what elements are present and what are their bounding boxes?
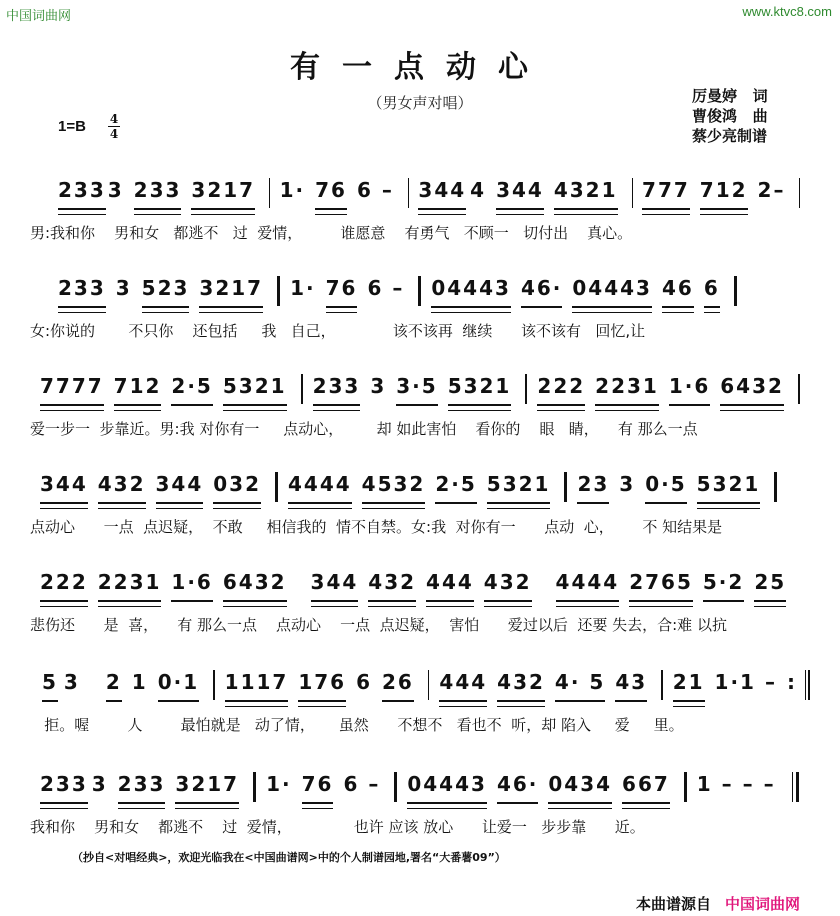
- watermark-url: www.ktvc8.com: [742, 4, 832, 19]
- note-group: 4444: [288, 472, 352, 504]
- barline: [418, 276, 421, 306]
- note-group: 344: [496, 178, 544, 210]
- note-group: 6 –: [356, 178, 394, 202]
- note-group: 04443: [572, 276, 652, 308]
- note-group: 712: [700, 178, 748, 210]
- note-group: 176: [298, 670, 346, 702]
- note-group: 5321: [697, 472, 761, 504]
- barline: [734, 276, 737, 306]
- source-label: 本曲谱源自: [636, 895, 712, 913]
- barline: [275, 472, 278, 502]
- key-signature: 1=B: [58, 118, 86, 135]
- note-group: 6: [356, 670, 373, 694]
- note-group: 3: [370, 374, 387, 398]
- note-group: 2765: [629, 570, 693, 602]
- barline: [774, 472, 777, 502]
- time-signature-bottom: 4: [109, 127, 119, 141]
- time-signature: [108, 113, 120, 140]
- note-group: 46: [662, 276, 694, 308]
- note-group: 2231: [98, 570, 162, 602]
- barline: [661, 670, 663, 700]
- note-group: 46·: [521, 276, 562, 308]
- barline: [798, 374, 800, 404]
- note-group: 1117: [225, 670, 289, 702]
- repeat-barline-thick: [808, 670, 810, 700]
- final-barline-thin: [792, 772, 793, 802]
- lyrics-line: 点动心 一点 点迟疑， 不敢 相信我的 情不自禁。女:我 对你有一 点动 心， 不 知结果是: [30, 518, 723, 536]
- note-group: 6432: [223, 570, 287, 602]
- repeat-sign: :: [786, 670, 797, 694]
- note-group: 1·6: [669, 374, 710, 406]
- note-group: 3: [107, 178, 124, 202]
- notation-line: [30, 772, 810, 808]
- note-group: 032: [213, 472, 261, 504]
- barline: [253, 772, 256, 802]
- note-group: 04443: [431, 276, 511, 308]
- barline: [301, 374, 303, 404]
- note-group: 3217: [191, 178, 255, 210]
- note-group: 233: [58, 276, 106, 308]
- note-group: 432: [368, 570, 416, 602]
- note-group: 6432: [720, 374, 784, 406]
- note-group: 2–: [757, 178, 786, 202]
- note-group: 4· 5: [555, 670, 605, 702]
- note-group: 667: [622, 772, 670, 804]
- repeat-barline-thin: [805, 670, 806, 700]
- note-group: 2: [106, 670, 122, 702]
- credit-lyricist: 厉曼婷 词: [692, 87, 768, 105]
- lyrics-line: 女:你说的 不只你 还包括 我 自己， 该不该再 继续 该不该有 回忆,让: [30, 322, 646, 340]
- transcription-note: （抄自<对唱经典>，欢迎光临我在<中国曲谱网>中的个人制谱园地,署名“大番薯09”）: [72, 851, 506, 864]
- note-group: 233: [58, 178, 106, 210]
- note-group: 2·5: [171, 374, 212, 406]
- note-group: 432: [98, 472, 146, 504]
- note-group: 3: [63, 670, 80, 694]
- note-group: 21: [673, 670, 705, 702]
- barline: [799, 178, 800, 208]
- note-group: 5321: [223, 374, 287, 406]
- notation-line: [30, 374, 810, 410]
- notation-line: [30, 178, 810, 214]
- note-group: 5321: [487, 472, 551, 504]
- note-group: 432: [484, 570, 532, 602]
- note-group: 222: [40, 570, 88, 602]
- lyrics-line: 悲伤还 是 喜， 有 那么一点 点动心 一点 点迟疑， 害怕 爱过以后 还要 失去，合:难 以抗: [30, 616, 727, 634]
- credit-transcriber: 蔡少亮制谱: [692, 127, 768, 145]
- note-group: 5·2: [703, 570, 744, 602]
- barline: [428, 670, 430, 700]
- note-group: 523: [142, 276, 190, 308]
- final-barline-thick: [796, 772, 799, 802]
- note-group: 26: [382, 670, 414, 702]
- note-group: 1·6: [171, 570, 212, 602]
- notation-line: [30, 570, 810, 606]
- barline: [632, 178, 633, 208]
- time-signature-top: 4: [109, 112, 119, 126]
- note-group: 233: [134, 178, 182, 210]
- note-group: 2231: [595, 374, 659, 406]
- note-group: 712: [114, 374, 162, 406]
- note-group: 0434: [548, 772, 612, 804]
- note-group: 4321: [554, 178, 618, 210]
- note-group: 6: [704, 276, 720, 308]
- song-title: 有一点动心: [290, 50, 550, 85]
- notation-line: [30, 472, 810, 508]
- barline: [213, 670, 215, 700]
- note-group: 1·1 –: [714, 670, 777, 694]
- source-attribution: [636, 893, 800, 914]
- note-group: 0·5: [645, 472, 686, 504]
- note-group: 1: [131, 670, 148, 694]
- note-group: 76: [326, 276, 358, 308]
- note-group: 3: [115, 276, 132, 300]
- note-group: 6 –: [367, 276, 405, 300]
- note-group: 1·: [290, 276, 316, 300]
- credits: [692, 86, 768, 146]
- note-group: 432: [497, 670, 545, 702]
- note-group: 344: [156, 472, 204, 504]
- note-group: 4532: [362, 472, 426, 504]
- note-group: 23: [577, 472, 609, 504]
- note-group: 2·5: [435, 472, 476, 504]
- note-group: 233: [313, 374, 361, 406]
- lyrics-line: 拒。喔 人 最怕就是 动了情， 虽然 不想不 看也不 听，却 陷入 爱 里。: [30, 716, 684, 734]
- note-group: 233: [118, 772, 166, 804]
- barline: [564, 472, 567, 502]
- note-group: 7777: [40, 374, 104, 406]
- note-group: 3: [91, 772, 108, 796]
- note-group: 444: [426, 570, 474, 602]
- note-group: 777: [642, 178, 690, 210]
- note-group: 76: [302, 772, 334, 804]
- note-group: 6 –: [343, 772, 381, 796]
- lyrics-line: 我和你 男和女 都逃不 过 爱情， 也许 应该 放心 让爱一 步步靠 近。: [30, 818, 645, 836]
- note-group: 3: [619, 472, 636, 496]
- note-group: 04443: [407, 772, 487, 804]
- note-group: 222: [537, 374, 585, 406]
- source-brand: 中国词曲网: [725, 895, 801, 913]
- notation-line: [30, 670, 810, 706]
- note-group: 5321: [448, 374, 512, 406]
- barline: [277, 276, 280, 306]
- note-group: 43: [615, 670, 647, 702]
- credit-composer: 曹俊鸿 曲: [692, 107, 768, 125]
- song-subtitle: （男女声对唱）: [367, 94, 473, 112]
- barline: [408, 178, 409, 208]
- note-group: 344: [311, 570, 359, 602]
- notation-line: [30, 276, 810, 312]
- note-group: 3·5: [396, 374, 437, 406]
- lyrics-line: 爱一步一 步靠近。男:我 对你有一 点动心， 却 如此害怕 看你的 眼 睛， 有 那么一点: [30, 420, 698, 438]
- lyrics-line: 男:我和你 男和女 都逃不 过 爱情， 谁愿意 有勇气 不顾一 切付出 真心。: [30, 224, 633, 242]
- note-group: 233: [40, 772, 88, 804]
- note-group: 76: [315, 178, 347, 210]
- barline: [269, 178, 270, 208]
- barline: [394, 772, 397, 802]
- note-group: 3217: [199, 276, 263, 308]
- note-group: 1·: [266, 772, 292, 796]
- watermark-site-name: 中国词曲网: [6, 9, 72, 24]
- note-group: 0·1: [158, 670, 199, 702]
- note-group: 444: [439, 670, 487, 702]
- note-group: 3217: [175, 772, 239, 804]
- note-group: 344: [40, 472, 88, 504]
- barline: [684, 772, 687, 802]
- note-group: 1 – – –: [696, 772, 776, 796]
- note-group: 344: [418, 178, 466, 210]
- note-group: 46·: [497, 772, 538, 804]
- note-group: 1·: [279, 178, 306, 202]
- note-group: 4444: [556, 570, 620, 602]
- note-group: 5: [42, 670, 58, 702]
- note-group: 4: [470, 178, 487, 202]
- note-group: 25: [754, 570, 786, 602]
- barline: [525, 374, 527, 404]
